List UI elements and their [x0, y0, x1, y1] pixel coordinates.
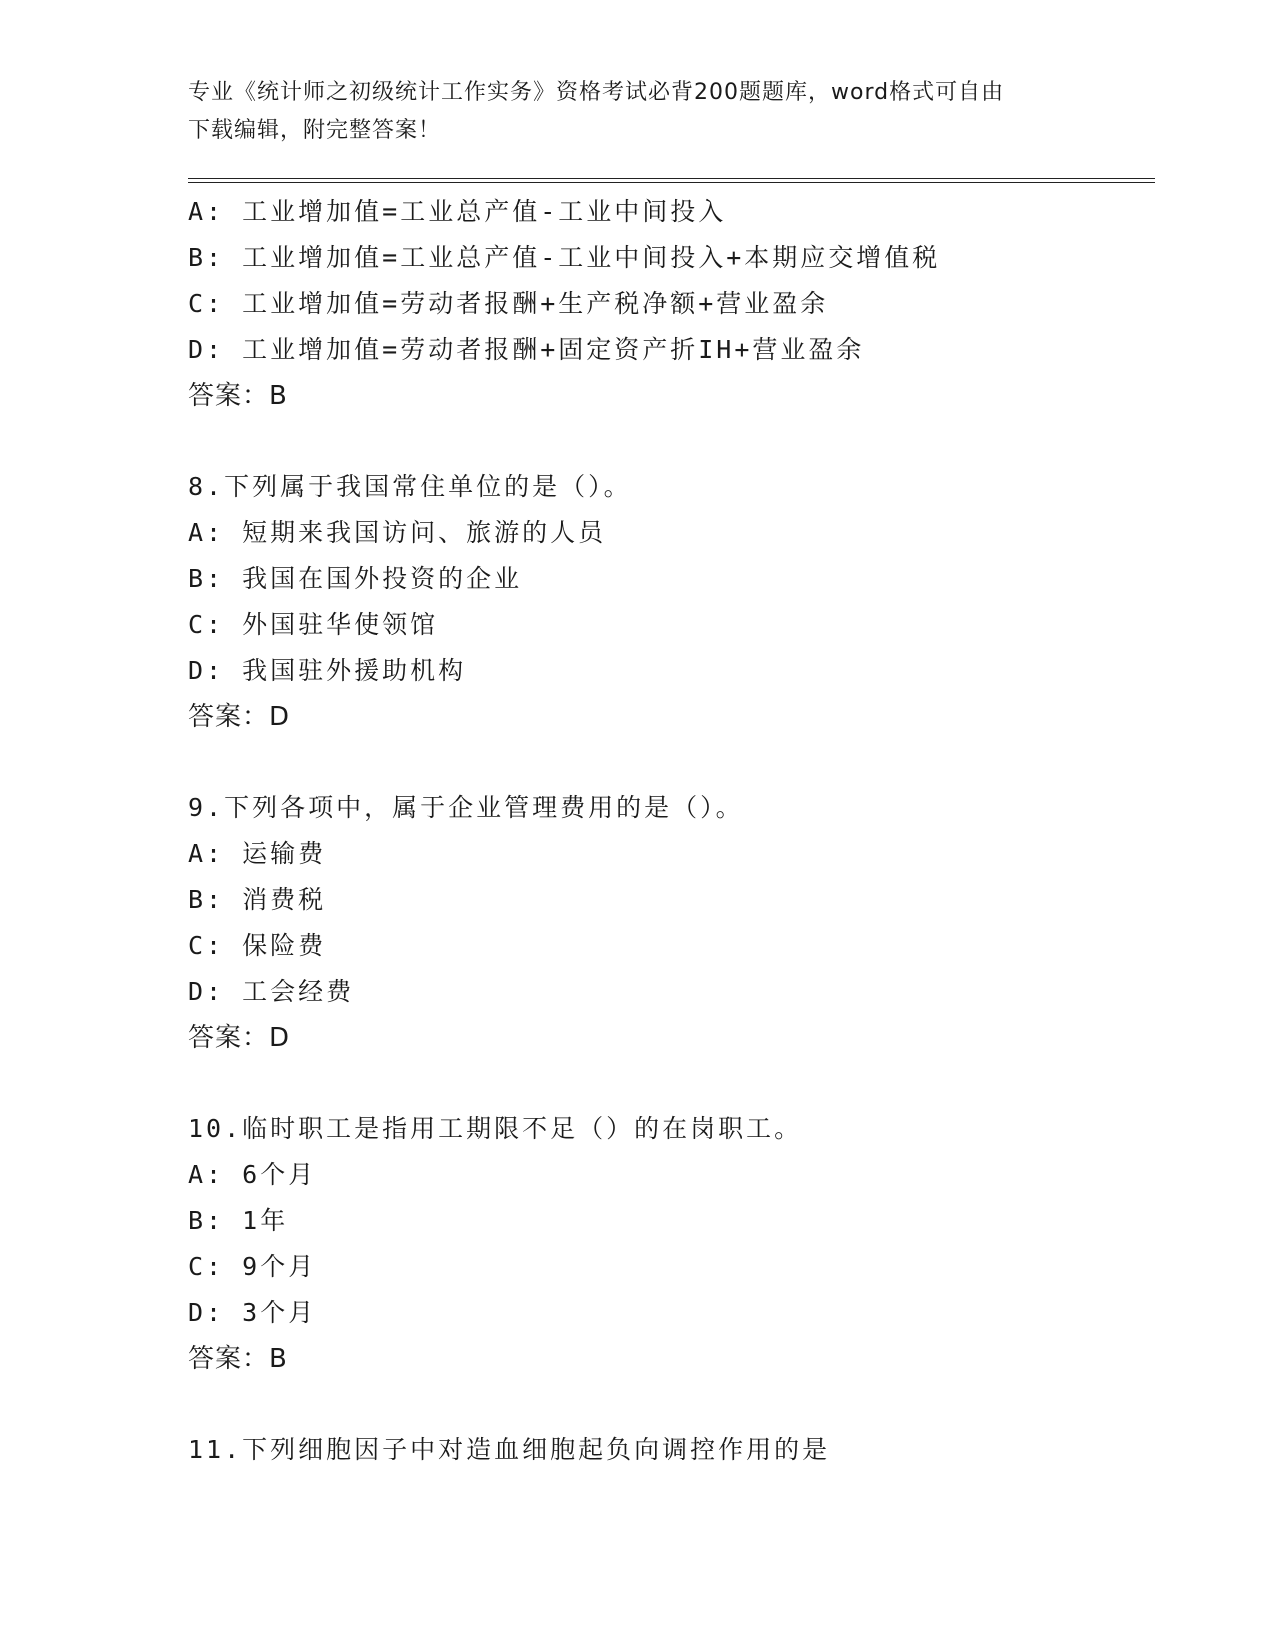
question-block-11: [188, 1427, 1148, 1473]
option-d: D: 工会经费: [188, 977, 355, 1006]
question-text: 10.临时职工是指用工期限不足（）的在岗职工。: [188, 1114, 803, 1143]
document-header: [188, 74, 1088, 150]
question-text: 9.下列各项中，属于企业管理费用的是（）。: [188, 793, 744, 822]
option-b: B: 工业增加值=工业总产值-工业中间投入+本期应交增值税: [188, 243, 941, 272]
option-c: C: 保险费: [188, 931, 327, 960]
question-content: [188, 189, 1148, 1473]
answer-text: 答案：B: [188, 1344, 288, 1374]
option-a: A: 短期来我国访问、旅游的人员: [188, 518, 607, 547]
question-block-10: [188, 1106, 1148, 1382]
option-b: B: 我国在国外投资的企业: [188, 564, 523, 593]
option-c: C: 外国驻华使领馆: [188, 610, 439, 639]
question-block-8: [188, 464, 1148, 740]
option-c: C: 9个月: [188, 1252, 317, 1281]
option-d: D: 工业增加值=劳动者报酬+固定资产折IH+营业盈余: [188, 335, 865, 364]
option-b: B: 消费税: [188, 885, 327, 914]
question-block-9: [188, 785, 1148, 1061]
option-a: A: 工业增加值=工业总产值-工业中间投入: [188, 197, 727, 226]
header-title-line-2: 下载编辑，附完整答案！: [188, 118, 442, 143]
question-text: 11.下列细胞因子中对造血细胞起负向调控作用的是: [188, 1435, 831, 1464]
question-text: 8.下列属于我国常住单位的是（）。: [188, 472, 632, 501]
header-divider: [188, 178, 1155, 183]
option-d: D: 我国驻外援助机构: [188, 656, 467, 685]
option-a: A: 运输费: [188, 839, 327, 868]
option-d: D: 3个月: [188, 1298, 317, 1327]
answer-text: 答案：B: [188, 381, 288, 411]
question-block-7: [188, 189, 1148, 419]
header-title-line-1: 专业《统计师之初级统计工作实务》资格考试必背200题题库，word格式可自由: [188, 80, 1005, 105]
answer-text: 答案：D: [188, 1023, 291, 1053]
option-a: A: 6个月: [188, 1160, 317, 1189]
answer-text: 答案：D: [188, 702, 291, 732]
option-b: B: 1年: [188, 1206, 289, 1235]
option-c: C: 工业增加值=劳动者报酬+生产税净额+营业盈余: [188, 289, 829, 318]
